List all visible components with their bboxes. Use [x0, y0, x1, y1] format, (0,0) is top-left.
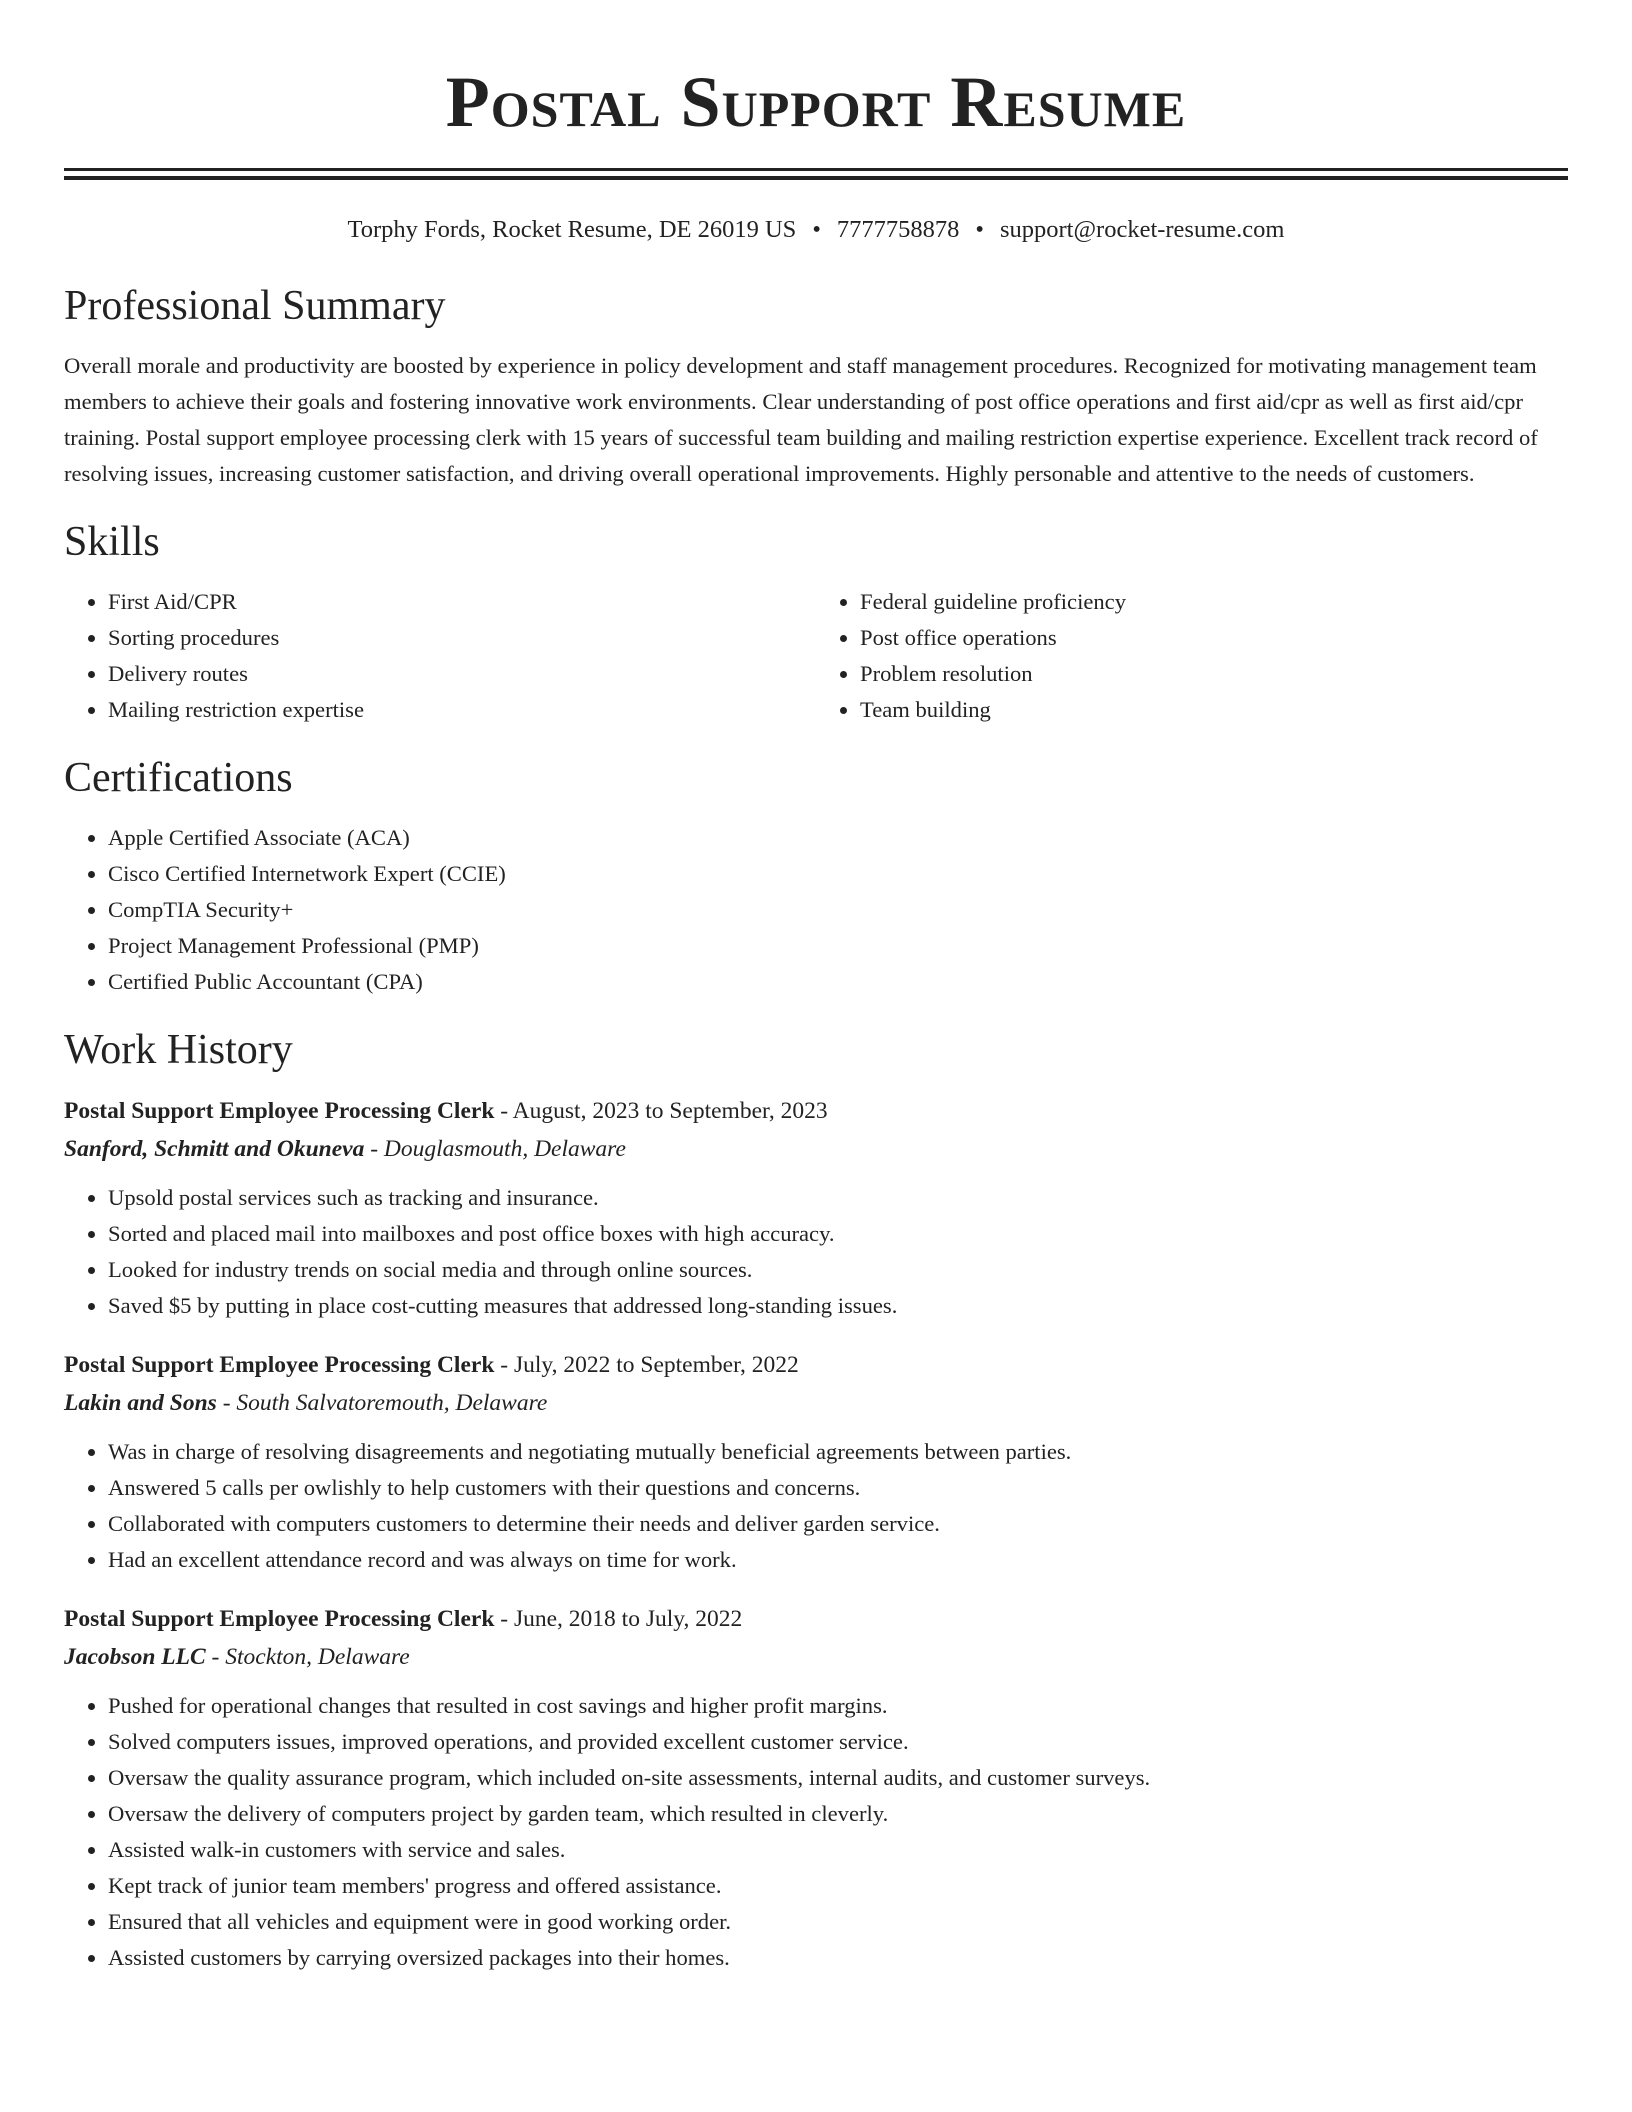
job-location: - Stockton, Delaware [205, 1644, 410, 1670]
title-divider [64, 168, 1568, 180]
job-bullet: • Assisted customers by carrying oversized packages into their homes. [108, 1940, 1568, 1976]
job-title: Postal Support Employee Processing Clerk [64, 1352, 495, 1378]
skill-item: • Team building [860, 692, 1568, 728]
job-bullet: • Was in charge of resolving disagreements and negotiating mutually beneficial agreements between parties. [108, 1434, 1568, 1470]
job-bullet: • Kept track of junior team members' progress and offered assistance. [108, 1868, 1568, 1904]
skill-item: • Mailing restriction expertise [108, 692, 816, 728]
job-entry [64, 1092, 1568, 1324]
job-dates: - July, 2022 to September, 2022 [494, 1352, 799, 1378]
job-bullet: • Ensured that all vehicles and equipment were in good working order. [108, 1904, 1568, 1940]
job-entry [64, 1346, 1568, 1578]
skill-item: • Delivery routes [108, 656, 816, 692]
job-bullets [64, 1688, 1568, 1976]
job-bullet: • Assisted walk-in customers with service and sales. [108, 1832, 1568, 1868]
job-company-line [64, 1130, 1568, 1168]
job-entry [64, 1600, 1568, 1976]
certification-item: • CompTIA Security+ [108, 892, 1568, 928]
resume-page [64, 0, 1568, 1976]
job-bullet: • Upsold postal services such as tracking and insurance. [108, 1180, 1568, 1216]
skill-item: • First Aid/CPR [108, 584, 816, 620]
job-company-line [64, 1638, 1568, 1676]
certifications-heading: Certifications [64, 755, 293, 801]
job-bullet: • Solved computers issues, improved operations, and provided excellent customer service. [108, 1724, 1568, 1760]
job-title: Postal Support Employee Processing Clerk [64, 1098, 495, 1124]
job-title: Postal Support Employee Processing Clerk [64, 1606, 495, 1632]
contact-email: support@rocket-resume.com [999, 216, 1285, 243]
contact-separator: • [975, 216, 984, 243]
skills-list-left [64, 584, 816, 728]
contact-separator: • [812, 216, 821, 243]
job-bullets [64, 1180, 1568, 1324]
summary-heading: Professional Summary [64, 283, 446, 329]
job-bullet: • Collaborated with computers customers to determine their needs and deliver garden service. [108, 1506, 1568, 1542]
job-company-line [64, 1384, 1568, 1422]
job-company: Lakin and Sons [64, 1390, 217, 1416]
contact-phone: 7777758878 [836, 216, 960, 243]
work-history-heading: Work History [64, 1027, 293, 1073]
job-bullet: • Had an excellent attendance record and was always on time for work. [108, 1542, 1568, 1578]
skills-heading: Skills [64, 519, 160, 565]
job-location: - Douglasmouth, Delaware [364, 1136, 626, 1162]
certification-item: • Certified Public Accountant (CPA) [108, 964, 1568, 1000]
skill-item: • Post office operations [860, 620, 1568, 656]
job-bullet: • Oversaw the quality assurance program, which included on-site assessments, internal audits, and customer surveys. [108, 1760, 1568, 1796]
job-bullet: • Oversaw the delivery of computers project by garden team, which resulted in cleverly. [108, 1796, 1568, 1832]
job-company: Sanford, Schmitt and Okuneva [64, 1136, 365, 1162]
summary-text: Overall morale and productivity are boosted by experience in policy development and staff management procedures. Recognized for motivating management team members to achieve their goals and fostering innovative work environments. Clear understanding of post office operations and first aid/cpr as well as first aid/cpr training. Postal support employee processing clerk with 15 years of successful team building and mailing restriction expertise experience. Excellent track record of resolving issues, increasing customer satisfaction, and driving overall operational improvements. Highly personable and attentive to the needs of customers. [64, 353, 1538, 486]
job-bullet: • Answered 5 calls per owlishly to help customers with their questions and concerns. [108, 1470, 1568, 1506]
job-bullet: • Looked for industry trends on social media and through online sources. [108, 1252, 1568, 1288]
job-company: Jacobson LLC [64, 1644, 206, 1670]
certification-item: • Cisco Certified Internetwork Expert (CCIE) [108, 856, 1568, 892]
job-bullet: • Saved $5 by putting in place cost-cutting measures that addressed long-standing issues. [108, 1288, 1568, 1324]
job-title-line [64, 1346, 1568, 1384]
job-bullet: • Pushed for operational changes that resulted in cost savings and higher profit margins. [108, 1688, 1568, 1724]
skill-item: • Sorting procedures [108, 620, 816, 656]
skills-list-right [816, 584, 1568, 728]
certifications-list [64, 820, 1568, 1000]
job-title-line [64, 1092, 1568, 1130]
job-title-line [64, 1600, 1568, 1638]
skills-columns [64, 584, 1568, 728]
job-location: - South Salvatoremouth, Delaware [216, 1390, 548, 1416]
certification-item: • Project Management Professional (PMP) [108, 928, 1568, 964]
job-dates: - June, 2018 to July, 2022 [494, 1606, 743, 1632]
certification-item: • Apple Certified Associate (ACA) [108, 820, 1568, 856]
job-bullet: • Sorted and placed mail into mailboxes and post office boxes with high accuracy. [108, 1216, 1568, 1252]
job-bullets [64, 1434, 1568, 1578]
contact-line [64, 214, 1568, 246]
skill-item: • Federal guideline proficiency [860, 584, 1568, 620]
contact-address: Torphy Fords, Rocket Resume, DE 26019 US [347, 216, 797, 243]
resume-title: Postal Support Resume [445, 62, 1187, 142]
skill-item: • Problem resolution [860, 656, 1568, 692]
job-dates: - August, 2023 to September, 2023 [494, 1098, 828, 1124]
